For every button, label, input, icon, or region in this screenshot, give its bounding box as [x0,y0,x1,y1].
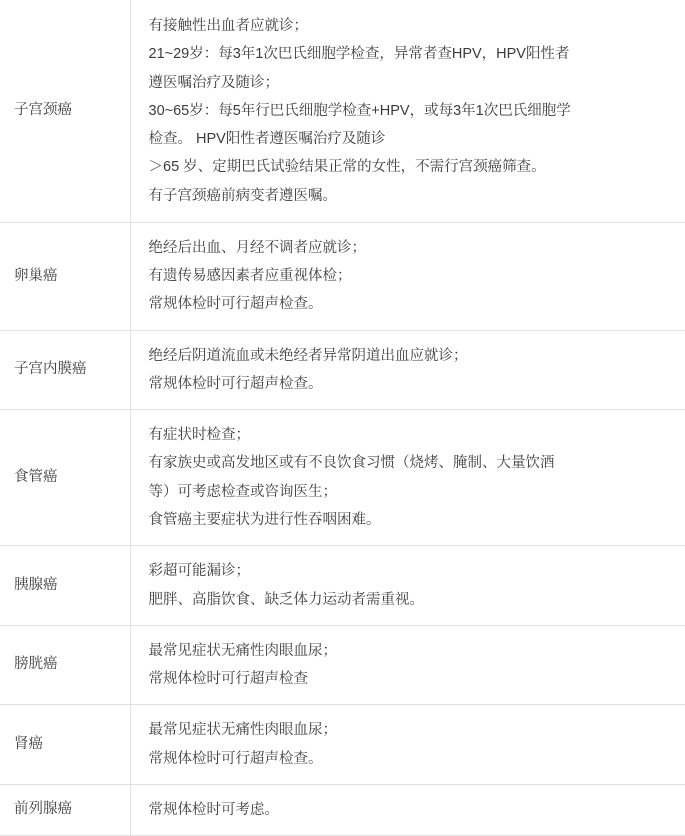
description-line: 常规体检时可行超声检查。 [148,750,323,767]
table-row [0,784,685,835]
description-line: 食管癌主要症状为进行性吞咽困难。 [148,511,381,528]
row-name-cell: 前列腺癌 [0,784,130,835]
row-name-cell: 子宫内膜癌 [0,330,130,410]
description-line: 有家族史或高发地区或有不良饮食习惯（烧烤、腌制、大量饮酒 [148,455,555,472]
description-line: 最常见症状无痛性肉眼血尿； [148,642,337,659]
row-name-cell: 肾癌 [0,705,130,785]
table-row [0,0,685,222]
row-name-cell: 子宫颈癌 [0,0,130,222]
table-row [0,410,685,546]
description-line: 绝经后出血、月经不调者应就诊； [148,239,366,256]
description-line: 有子宫颈癌前病变者遵医嘱。 [148,187,337,204]
row-description-cell [130,0,685,222]
row-description-cell [130,546,685,626]
description-line: 常规体检时可考虑。 [148,801,279,818]
description-line: 常规体检时可行超声检查。 [148,296,323,313]
description-line: 30~65岁：每5年行巴氏细胞学检查+HPV，或每3年1次巴氏细胞学 [148,102,571,119]
description-line: 有接触性出血者应就诊； [148,18,308,34]
description-line: 21~29岁：每3年1次巴氏细胞学检查，异常者查HPV，HPV阳性者 [148,46,570,63]
description-line: 绝经后阴道流血或未绝经者异常阴道出血应就诊； [148,347,468,364]
description-line: ＞65 岁、定期巴氏试验结果正常的女性，不需行宫颈癌筛查。 [148,159,546,176]
description-line: 等）可考虑检查或咨询医生； [148,483,337,500]
description-line: 有症状时检查； [148,427,250,444]
description-line: 彩超可能漏诊； [148,563,250,580]
row-description-cell [130,330,685,410]
row-description-cell [130,625,685,705]
row-description-cell [130,410,685,546]
table-row [0,330,685,410]
row-description-cell [130,222,685,330]
description-line: 最常见症状无痛性肉眼血尿； [148,722,337,739]
description-line: 肥胖、高脂饮食、缺乏体力运动者需重视。 [148,591,424,608]
row-name-cell: 卵巢癌 [0,222,130,330]
description-line: 常规体检时可行超声检查 [148,671,308,688]
row-name-cell: 胰腺癌 [0,546,130,626]
description-line: 检查。 HPV阳性者遵医嘱治疗及随诊 [148,131,386,148]
description-line: 有遗传易感因素者应重视体检； [148,268,352,285]
row-name-cell: 食管癌 [0,410,130,546]
table-row [0,705,685,785]
row-name-cell: 膀胱癌 [0,625,130,705]
description-line: 常规体检时可行超声检查。 [148,375,323,392]
row-description-cell [130,705,685,785]
row-description-cell [130,784,685,835]
table-row [0,222,685,330]
description-line: 遵医嘱治疗及随诊； [148,74,279,91]
table-row [0,625,685,705]
table-row [0,546,685,626]
